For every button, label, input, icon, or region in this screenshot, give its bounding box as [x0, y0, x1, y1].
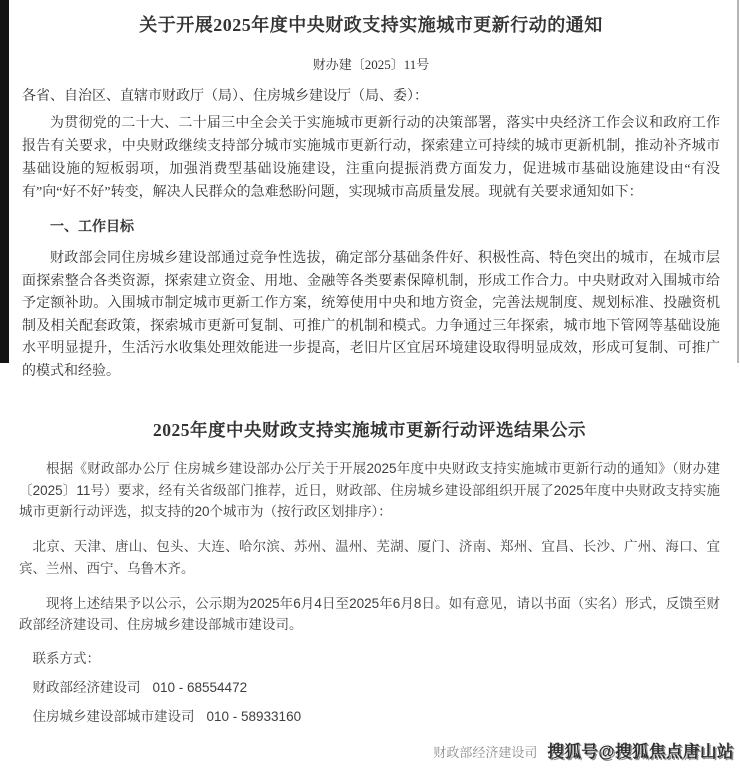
notice-title: 关于开展2025年度中央财政支持实施城市更新行动的通知 — [139, 15, 603, 35]
contact-phone: 010 - 58933160 — [206, 708, 302, 724]
page-footer — [433, 738, 734, 762]
announcement-title: 2025年度中央财政支持实施城市更新行动评选结果公示 — [153, 420, 586, 440]
announcement-document — [0, 397, 740, 726]
sohu-watermark: 搜狐号@搜狐焦点唐山站 — [547, 743, 734, 761]
left-edge-strip — [0, 0, 9, 363]
notice-addressee: 各省、自治区、直辖市财政厅（局）、住房城乡建设厅（局、委）： — [22, 89, 428, 104]
contact-org: 财政部经济建设司 — [32, 679, 141, 695]
contact-org: 住房城乡建设部城市建设司 — [32, 708, 195, 724]
notice-paragraph-1: 为贯彻党的二十大、二十届三中全会关于实施城市更新行动的决策部署，落实中央经济工作会议和政府工作报告有关要求，中央财政继续支持部分城市实施城市更新行动，探索建立可持续的城市更新机制，推动补齐城市基础设施的短板弱项，加强消费型基础设施建设，注重向提振消费方面发力，促进城市基础设施建设由“有没有”向“好不好”转变，解决人民群众的急难愁盼问题，实现城市高质量发展。现就有关要求通知如下： — [22, 116, 720, 200]
notice-section-heading: 一、工作目标 — [50, 220, 134, 235]
notice-section-paragraph: 财政部会同住房城乡建设部通过竞争性选拔，确定部分基础条件好、积极性高、特色突出的城市，在城市层面探索整合各类资源，探索建立资金、用地、金融等各类要素保障机制，形成工作合力。中央财政对入围城市给予定额补助。入围城市制定城市更新工作方案，统筹使用中央和地方资金，完善法规制度、规划标准、投融资机制及相关配套政策，探索城市更新可复制、可推广的机制和模式。力争通过三年探索，城市地下管网等基础设施水平明显提升，生活污水收集处理效能进一步提高，老旧片区宜居环境建设取得明显成效，形成可复制、可推广的模式和经验。 — [22, 251, 720, 379]
notice-doc-number: 财办建〔2025〕11号 — [312, 57, 430, 72]
announcement-city-list: 北京、天津、唐山、包头、大连、哈尔滨、苏州、温州、芜湖、厦门、济南、郑州、宜昌、长沙、广州、海口、宜宾、兰州、西宁、乌鲁木齐。 — [19, 539, 720, 576]
footer-source-label: 财政部经济建设司 — [433, 745, 538, 760]
announcement-paragraph-basis: 根据《财政部办公厅 住房城乡建设部办公厅关于开展2025年度中央财政支持实施城市更新行动的通知》（财办建〔2025〕11号）要求，经有关省级部门推荐，近日，财政部、住房城乡建设部组织开展了2025年度中央财政支持实施城市更新行动评选，拟支持的20个城市为（按行政区划排序）： — [19, 461, 720, 519]
right-edge-line — [737, 0, 739, 363]
contact-line-mohurd — [19, 708, 720, 726]
contact-heading: 联系方式： — [32, 650, 100, 666]
contact-line-mof — [19, 679, 720, 697]
contact-phone: 010 - 68554472 — [152, 679, 248, 695]
notice-document — [0, 0, 740, 383]
announcement-paragraph-notice: 现将上述结果予以公示，公示期为2025年6月4日至2025年6月8日。如有意见，请以书面（实名）形式，反馈至财政部经济建设司、住房城乡建设部城市建设司。 — [19, 595, 720, 632]
